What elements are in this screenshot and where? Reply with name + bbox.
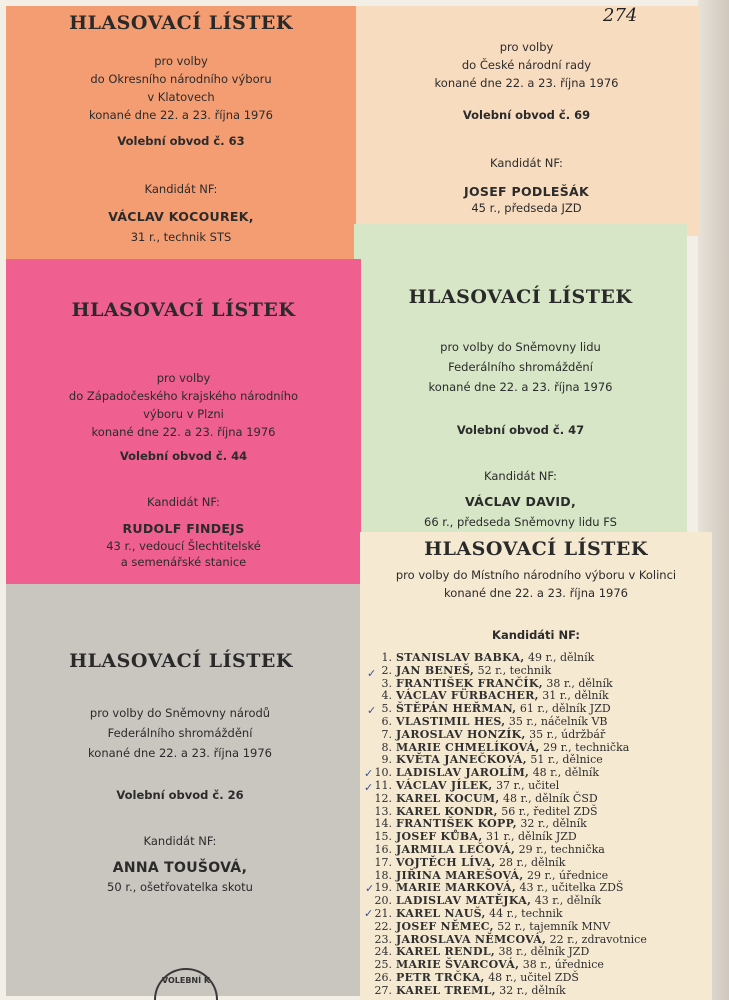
candidate-number: 6. (381, 714, 392, 728)
candidate-info: 29 r., technička (518, 842, 605, 856)
candidate-number: 15. (374, 830, 392, 844)
candidate-name: VÁCLAV FÜRBACHER, (396, 689, 539, 703)
handwritten-page-number: 274 (603, 5, 638, 26)
candidate-list-item (372, 985, 647, 998)
candidate-name: KVĚTA JANEČKOVÁ, (396, 753, 527, 767)
candidate-number: 3. (381, 676, 392, 690)
ballot-date: konané dne 22. a 23. října 1976 (91, 425, 276, 439)
seal-text: VOLEBNÍ K (161, 976, 211, 985)
candidate-label: Kandidát NF: (484, 469, 557, 483)
candidate-number: 23. (374, 932, 392, 946)
candidate-name: VOJTĚCH LÍVA, (396, 855, 496, 869)
ballot-line: pro volby (156, 371, 211, 385)
ballot-date: konané dne 22. a 23. října 1976 (428, 380, 613, 394)
candidate-name: KAREL RENDL, (396, 945, 496, 959)
ballot-title: HLASOVACÍ LÍSTEK (71, 299, 296, 321)
candidate-info: 43 r., učitelka ZDŠ (519, 881, 624, 895)
candidate-info: 31 r., dělník (542, 689, 609, 703)
ballot-date: konané dne 22. a 23. října 1976 (89, 108, 273, 122)
candidate-info: 48 r., dělník ČSD (503, 791, 598, 805)
ballot-line: výboru v Plzni (143, 407, 224, 421)
candidate-info: 35 r., údržbář (529, 727, 606, 741)
candidate-number: 8. (381, 740, 392, 754)
pen-tick: ✓ (364, 767, 374, 780)
ballot-line: do Západočeského krajského národního (68, 389, 299, 403)
candidate-number: 2. (381, 663, 392, 677)
candidate-name: JAN BENEŠ, (396, 663, 475, 677)
ballot-line: pro volby do Místního národního výboru v Kolinci (395, 568, 677, 582)
election-seal-stamp (154, 968, 218, 1000)
ballot-regional-council (6, 259, 361, 584)
pen-tick: ✓ (367, 667, 377, 680)
candidate-info: 22 r., zdravotnice (549, 932, 647, 946)
candidate-number: 10. (374, 766, 392, 780)
candidate-name: KAREL TREML, (396, 983, 496, 997)
ballot-line: pro volby (499, 40, 554, 54)
candidate-info: 52 r., technik (477, 663, 552, 677)
candidate-name: MARIE MARKOVÁ, (396, 881, 516, 895)
ballot-line: pro volby do Sněmovny národů (89, 706, 271, 720)
candidate-number: 5. (381, 702, 392, 716)
candidate-number: 12. (374, 791, 392, 805)
candidate-info: 52 r., tajemník MNV (497, 919, 611, 933)
ballot-district-council (6, 6, 356, 261)
candidate-info: 48 r., učitel ZDŠ (488, 970, 579, 984)
candidate-number: 21. (374, 906, 392, 920)
candidate-info: 38 r., dělník JZD (498, 945, 590, 959)
candidate-name: FRANTIŠEK KOPP, (396, 817, 517, 831)
ballot-district: Volební obvod č. 44 (119, 449, 248, 463)
candidate-name: PETR TRČKA, (396, 970, 485, 984)
candidate-number: 7. (381, 727, 392, 741)
candidate-name: KAREL KOCUM, (396, 791, 500, 805)
candidate-number: 22. (374, 919, 392, 933)
candidate-name: VÁCLAV DAVID, (464, 494, 577, 509)
candidate-info: 66 r., předseda Sněmovny lidu FS (424, 515, 617, 529)
candidate-name: KAREL NAUŠ, (396, 906, 486, 920)
candidate-info: 43 r., dělník (534, 894, 602, 908)
candidate-info: 31 r., technik STS (130, 230, 232, 244)
ballot-district: Volební obvod č. 47 (456, 423, 585, 437)
candidate-name: FRANTIŠEK FRANČÍK, (396, 676, 543, 690)
candidate-name: JAROSLAV HONZÍK, (396, 727, 526, 741)
candidate-label: Kandidát NF: (147, 495, 220, 509)
ballot-line: Federálního shromáždění (448, 360, 593, 374)
candidate-info: 32 r., dělník (520, 817, 587, 831)
candidate-number: 26. (374, 970, 392, 984)
candidate-info: 31 r., dělník JZD (485, 830, 577, 844)
pen-tick: ✓ (364, 781, 374, 794)
candidate-info: 44 r., technik (489, 906, 563, 920)
candidate-name: ŠTĚPÁN HEŘMAN, (396, 702, 517, 716)
ballot-title: HLASOVACÍ LÍSTEK (69, 650, 293, 672)
ballot-title: HLASOVACÍ LÍSTEK (424, 538, 648, 560)
candidate-info: 28 r., dělník (499, 855, 566, 869)
candidate-info: 48 r., dělník (532, 766, 600, 780)
candidate-info: 43 r., vedoucí Šlechtitelské (106, 539, 261, 553)
candidate-name: ANNA TOUŠOVÁ, (112, 860, 248, 876)
candidate-number: 19. (374, 881, 392, 895)
ballot-line: v Klatovech (147, 90, 215, 104)
candidate-number: 25. (374, 958, 392, 972)
candidate-name: JARMILA LEČOVÁ, (396, 842, 516, 856)
candidate-name: JOSEF NĚMEC, (396, 919, 494, 933)
candidate-info: 51 r., dělnice (530, 753, 603, 767)
candidate-info: 45 r., předseda JZD (471, 201, 582, 215)
candidate-number: 9. (381, 753, 392, 767)
candidate-name: KAREL KONDR, (396, 804, 498, 818)
candidate-name: LADISLAV MATĚJKA, (396, 894, 532, 908)
ballot-district: Volební obvod č. 26 (116, 788, 244, 802)
candidate-info: 37 r., učitel (496, 778, 560, 792)
ballot-local-council (360, 532, 712, 1000)
candidate-label: Kandidát NF: (144, 182, 218, 196)
ballot-house-of-people (354, 224, 687, 544)
candidate-name: STANISLAV BABKA, (396, 651, 525, 664)
ballot-line: Federálního shromáždění (107, 726, 253, 740)
ballot-date: konané dne 22. a 23. října 1976 (444, 586, 628, 600)
candidate-number: 24. (374, 945, 392, 959)
candidate-name: VÁCLAV KOCOUREK, (108, 209, 254, 224)
candidate-number: 14. (374, 817, 392, 831)
candidate-number: 18. (374, 868, 392, 882)
candidate-name: RUDOLF FINDEJS (122, 521, 245, 536)
ballot-title: HLASOVACÍ LÍSTEK (408, 286, 633, 308)
ballot-date: konané dne 22. a 23. října 1976 (88, 746, 272, 760)
pen-tick: ✓ (364, 907, 374, 920)
candidate-info: 61 r., dělník JZD (519, 702, 611, 716)
candidate-name: JAROSLAVA NĚMCOVÁ, (396, 932, 547, 946)
ballot-date: konané dne 22. a 23. října 1976 (434, 76, 619, 90)
candidate-name: JIŘINA MAREŠOVÁ, (396, 868, 524, 882)
ballot-district: Volební obvod č. 69 (462, 108, 591, 122)
candidate-number: 13. (374, 804, 392, 818)
candidate-info: 38 r., dělník (546, 676, 613, 690)
ballot-line: pro volby (154, 54, 208, 68)
candidate-info: 29 r., technička (543, 740, 630, 754)
candidate-info: 49 r., dělník (527, 651, 595, 664)
candidate-info: 29 r., úřednice (526, 868, 609, 882)
ballot-line: do Okresního národního výboru (90, 72, 272, 86)
candidate-list (372, 652, 647, 998)
candidate-info: 38 r., úřednice (522, 958, 604, 972)
candidate-info: 32 r., dělník (499, 983, 566, 997)
candidate-info: a semenářské stanice (120, 555, 247, 569)
candidate-name: LADISLAV JAROLÍM, (396, 766, 530, 780)
candidate-name: MARIE CHMELÍKOVÁ, (396, 740, 540, 754)
candidate-name: VLASTIMIL HES, (396, 714, 506, 728)
candidates-label: Kandidáti NF: (492, 628, 580, 642)
candidate-name: VÁCLAV JÍLEK, (396, 778, 493, 792)
candidate-info: 50 r., ošetřovatelka skotu (107, 880, 253, 894)
candidate-info: 56 r., ředitel ZDŠ (501, 804, 598, 818)
candidate-name: JOSEF KŮBA, (396, 830, 483, 844)
candidate-label: Kandidát NF: (490, 156, 563, 170)
candidate-name: MARIE ŠVARCOVÁ, (396, 958, 520, 972)
candidate-number: 11. (374, 778, 392, 792)
candidate-label: Kandidát NF: (143, 834, 217, 848)
candidate-number: 17. (374, 855, 392, 869)
candidate-number: 16. (374, 842, 392, 856)
ballot-line: do České národní rady (461, 58, 592, 72)
candidate-info: 35 r., náčelník VB (508, 714, 608, 728)
pen-tick: ✓ (365, 882, 375, 895)
ballot-czech-national-council (354, 6, 699, 236)
candidate-name: JOSEF PODLEŠÁK (464, 184, 589, 199)
candidate-number: 27. (374, 983, 392, 997)
ballot-line: pro volby do Sněmovny lidu (440, 340, 601, 354)
ballot-house-of-nations (6, 584, 362, 996)
pen-tick: ✓ (367, 704, 377, 717)
ballot-title: HLASOVACÍ LÍSTEK (69, 12, 293, 34)
candidate-number: 4. (381, 689, 392, 703)
candidate-number: 1. (381, 651, 392, 664)
ballot-district: Volební obvod č. 63 (117, 134, 245, 148)
candidate-number: 20. (374, 894, 392, 908)
